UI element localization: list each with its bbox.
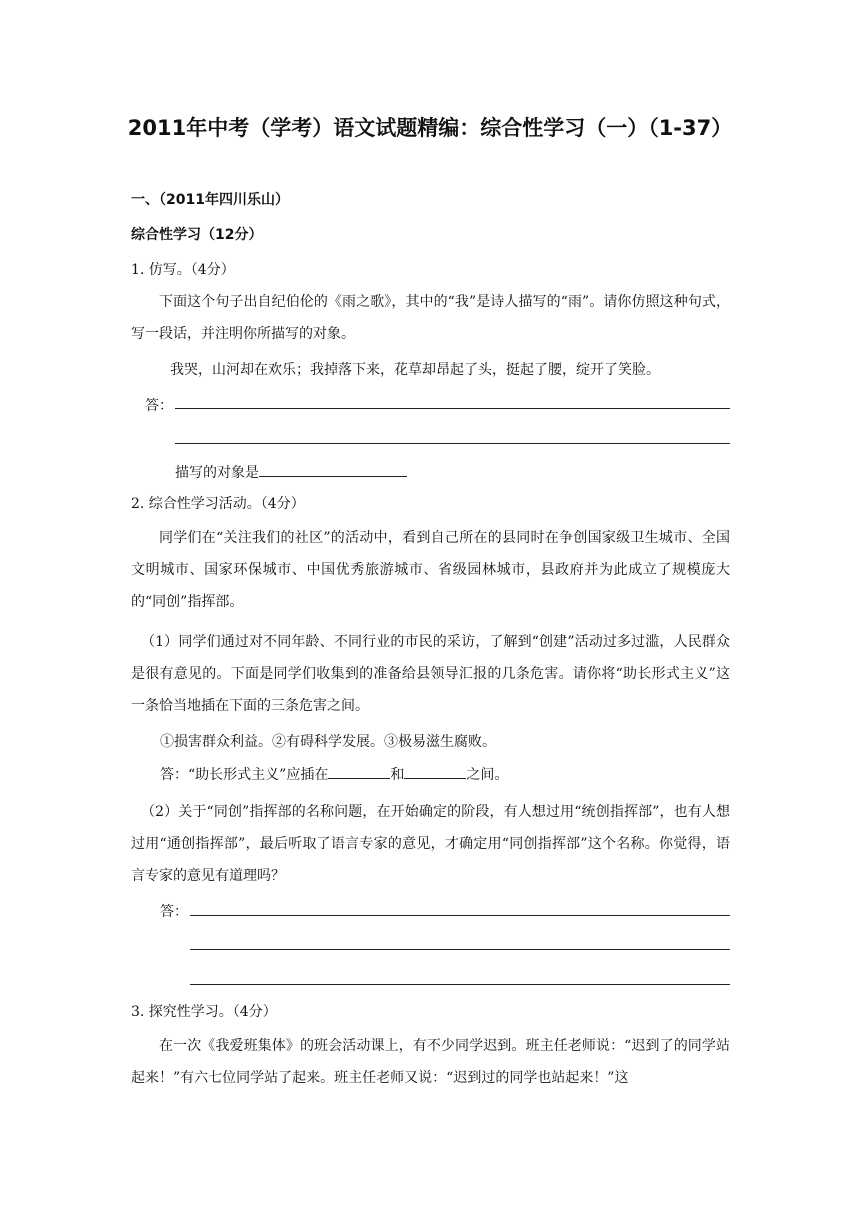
q2-part1: （1）同学们通过对不同年龄、不同行业的市民的采访，了解到“创建”活动过多过滥，人民群众是很有意见的。下面是同学们收集到的准备给县领导汇报的几条危害。请你将“助长形式主义”这一条恰当地插在下面的三条危害之间。	[131, 634, 730, 714]
q1-object-row	[175, 462, 407, 483]
section-heading: 一、（2011年四川乐山）	[131, 192, 289, 208]
q2-answer-row	[160, 764, 508, 785]
q2-answer-line-1[interactable]	[190, 915, 730, 916]
q1-example-sentence: 我哭，山河却在欢乐；我掉落下来，花草却昂起了头，挺起了腰，绽开了笑脸。	[170, 362, 660, 378]
document-title: 2011年中考（学考）语文试题精编：综合性学习（一）（1-37）	[127, 116, 733, 140]
q2-answer-blank-1[interactable]	[328, 764, 390, 779]
q2-answer-mid: 和	[390, 767, 405, 783]
q2-answer-line-3[interactable]	[190, 984, 730, 985]
q3-body: 在一次《我爱班集体》的班会活动课上，有不少同学迟到。班主任老师说：“迟到了的同学站起来！”有六七位同学站了起来。班主任老师又说：“迟到过的同学也站起来！”这	[131, 1038, 730, 1086]
q2-answer-suffix: 之间。	[466, 767, 509, 783]
q1-prompt: 下面这个句子出自纪伯伦的《雨之歌》，其中的“我”是诗人描写的“雨”。请你仿照这种句式，写一段话，并注明你所描写的对象。	[131, 294, 730, 342]
q2-answer-prefix: 答：“助长形式主义”应插在	[160, 767, 329, 783]
q1-answer-line-2[interactable]	[175, 443, 730, 444]
q2-answer-blank-2[interactable]	[404, 764, 466, 779]
q2-part2: （2）关于“同创”指挥部的名称问题，在开始确定的阶段，有人想过用“统创指挥部”，也有人想过用“通创指挥部”，最后听取了语言专家的意见，才确定用“同创指挥部”这个名称。你觉得，语言专家的意见有道理吗？	[131, 804, 730, 884]
q1-answer-line-1[interactable]	[175, 408, 730, 409]
q3-label: 3. 探究性学习。（4分）	[131, 1004, 277, 1020]
section-subheading: 综合性学习（12分）	[131, 227, 263, 243]
q1-object-blank[interactable]	[259, 462, 407, 477]
q2-intro: 同学们在“关注我们的社区”的活动中，看到自己所在的县同时在争创国家级卫生城市、全国文明城市、国家环保城市、中国优秀旅游城市、省级园林城市，县政府并为此成立了规模庞大的“同创”指挥部。	[131, 530, 730, 610]
q1-answer-label: 答：	[145, 398, 173, 414]
q2-label: 2. 综合性学习活动。（4分）	[131, 496, 305, 512]
q2-answer-line-2[interactable]	[190, 949, 730, 950]
q2-harms-list: ①损害群众利益。②有碍科学发展。③极易滋生腐败。	[160, 734, 496, 750]
q1-object-label: 描写的对象是	[175, 465, 259, 481]
q1-label: 1. 仿写。（4分）	[131, 262, 235, 278]
q2-answer-label: 答：	[160, 904, 188, 920]
